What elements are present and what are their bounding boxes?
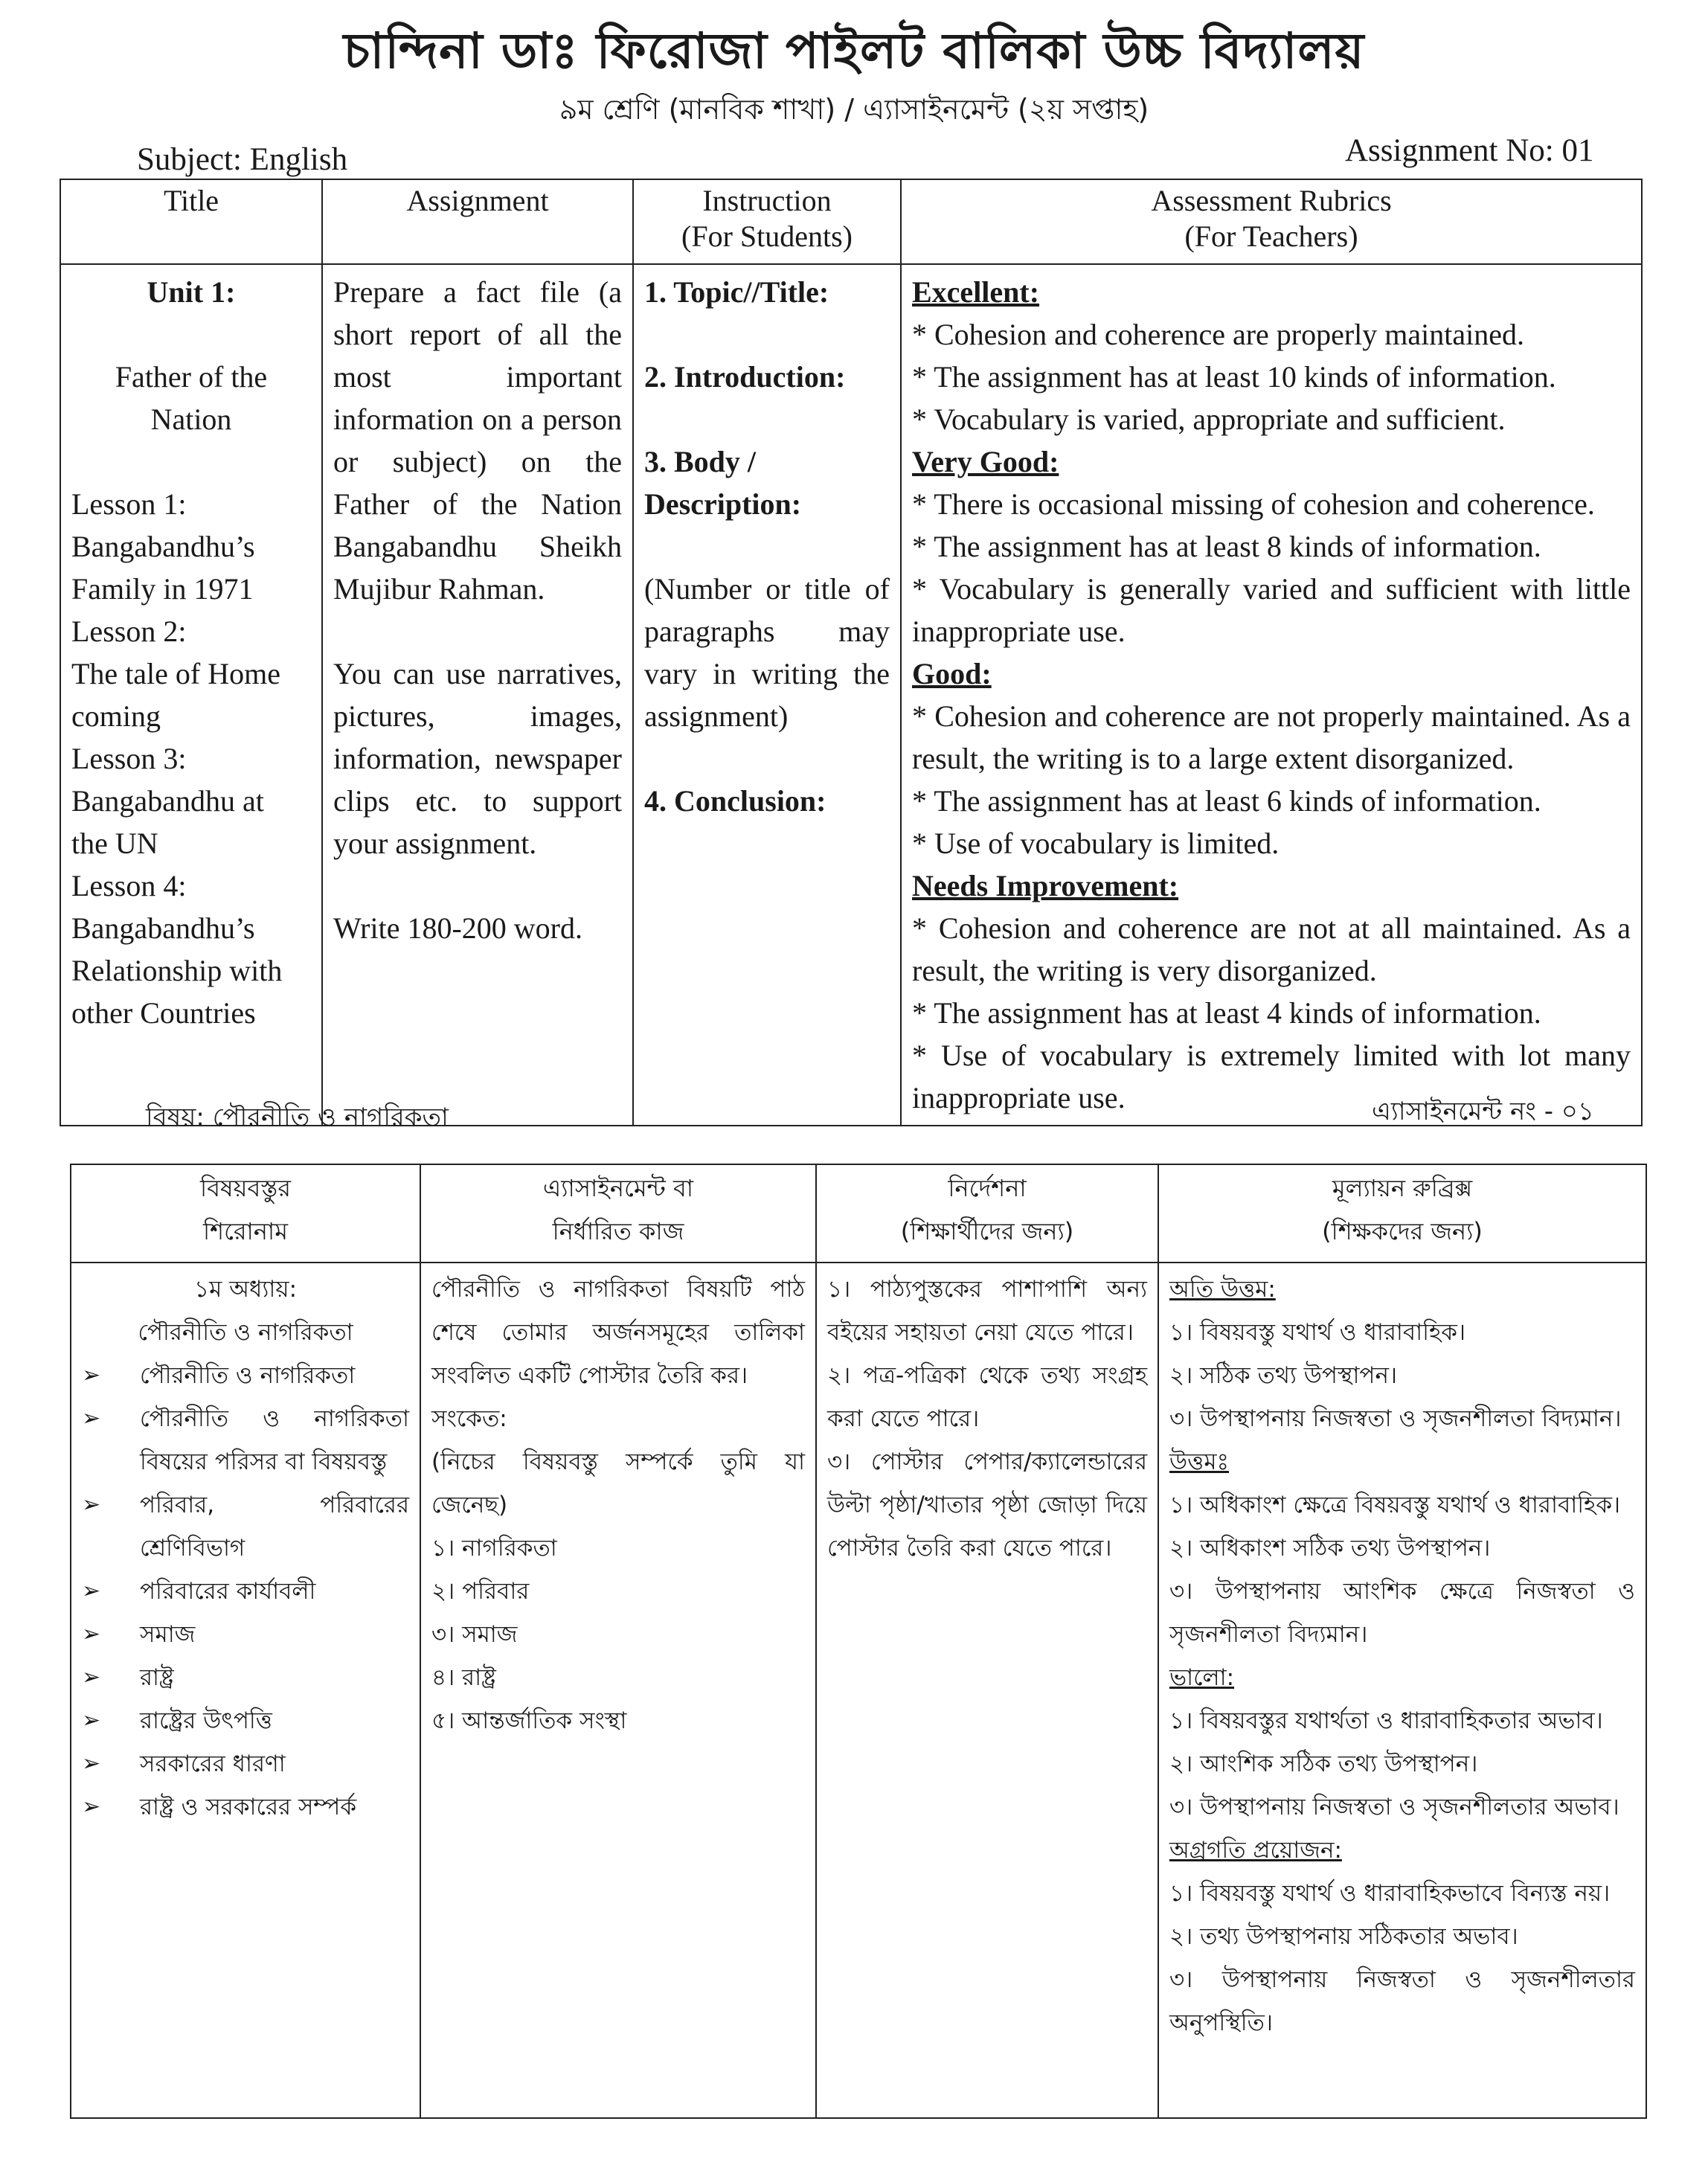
header-instruction-line2: (For Students): [681, 219, 853, 253]
lesson-line: Lesson 4:: [71, 869, 187, 902]
instruction-introduction: 2. Introduction:: [644, 360, 846, 394]
civics-rubric-item: ১। বিষয়বস্তুর যথার্থতা ও ধারাবাহিকতার অভাব।: [1169, 1707, 1603, 1734]
civics-hint-label: সংকেত:: [431, 1405, 507, 1432]
topic-bullet: [82, 1483, 409, 1570]
assignment-word-limit: Write 180-200 word.: [333, 911, 582, 945]
arrow-bullet-icon: ➢: [82, 1362, 101, 1388]
rubric-item: * Vocabulary is generally varied and sufficient with little inappropriate use.: [912, 572, 1631, 648]
civics-rubric-very-good-label: উত্তমঃ: [1169, 1449, 1230, 1475]
arrow-bullet-icon: ➢: [82, 1664, 101, 1690]
assignment-cell: [322, 264, 633, 1126]
header-instruction-line1: Instruction: [702, 184, 832, 217]
civics-header-instruction-line2: (শিক্ষার্থীদের জন্য): [900, 1217, 1074, 1245]
instruction-description: Description:: [644, 487, 802, 521]
rubric-item: * Cohesion and coherence are not properly maintained. As a result, the writing is to a large extent disorganized.: [912, 699, 1631, 775]
civics-instruction-item: ১। পাঠ্যপুস্তকের পাশাপাশি অন্য বইয়ের সহায়তা নেয়া যেতে পারে।: [827, 1276, 1147, 1346]
rubric-excellent-label: Excellent:: [912, 275, 1040, 309]
civics-instruction-cell: [816, 1263, 1158, 2118]
topic-bullet: [82, 1570, 409, 1613]
header-instruction: [633, 179, 901, 264]
civics-rubric-item: ২। তথ্য উপস্থাপনায় সঠিকতার অভাব।: [1169, 1923, 1518, 1950]
lesson-line: Bangabandhu’s: [71, 530, 255, 563]
civics-instruction-item: ২। পত্র-পত্রিকা থেকে তথ্য সংগ্রহ করা যেতে পারে।: [827, 1362, 1147, 1432]
arrow-bullet-icon: ➢: [82, 1794, 101, 1820]
civics-rubrics-cell: [1158, 1263, 1646, 2118]
english-assignment-table: [60, 179, 1643, 1126]
rubric-very-good-label: Very Good:: [912, 445, 1059, 478]
civics-rubric-good-label: ভালো:: [1169, 1664, 1235, 1691]
english-subject-label: Subject: English: [137, 142, 348, 177]
civics-header-title-line2: শিরোনাম: [203, 1217, 288, 1245]
civics-rubric-needs-improvement-label: অগ্রগতি প্রয়োজন:: [1169, 1837, 1342, 1864]
instruction-conclusion: 4. Conclusion:: [644, 784, 826, 818]
civics-hint-item: ৫। আন্তর্জাতিক সংস্থা: [431, 1707, 627, 1734]
civics-body-row: [71, 1263, 1646, 2118]
rubrics-cell: [901, 264, 1642, 1126]
civics-hint-item: ১। নাগরিকতা: [431, 1535, 557, 1562]
arrow-bullet-icon: ➢: [82, 1405, 101, 1431]
chapter-name: পৌরনীতি ও নাগরিকতা: [138, 1319, 353, 1346]
topic-text: পরিবারের কার্যাবলী: [140, 1578, 316, 1605]
english-header-row: [60, 179, 1642, 264]
topic-text: পৌরনীতি ও নাগরিকতা: [140, 1362, 356, 1389]
rubric-needs-improvement-label: Needs Improvement:: [912, 869, 1179, 902]
topic-text: সমাজ: [140, 1621, 196, 1648]
english-assignment-number: Assignment No: 01: [1345, 133, 1594, 168]
lesson-line: coming: [71, 699, 161, 733]
instruction-note: (Number or title of paragraphs may vary in writing the assignment): [644, 572, 890, 733]
lesson-line: other Countries: [71, 996, 256, 1030]
civics-assignment-table: [70, 1164, 1647, 2119]
civics-instruction-item: ৩। পোস্টার পেপার/ক্যালেন্ডারের উল্টা পৃষ্ঠা/খাতার পৃষ্ঠা জোড়া দিয়ে পোস্টার তৈরি করা যেতে পারে।: [827, 1449, 1147, 1562]
civics-header-instruction: [816, 1164, 1158, 1263]
rubric-item: * Cohesion and coherence are properly maintained.: [912, 318, 1525, 351]
header-rubrics: [901, 179, 1642, 264]
arrow-bullet-icon: ➢: [82, 1751, 101, 1777]
arrow-bullet-icon: ➢: [82, 1707, 101, 1733]
assignment-support-note: You can use narratives, pictures, images, information, newspaper clips etc. to support your assignment.: [333, 657, 622, 860]
civics-header-title-line1: বিষয়বস্তুর: [200, 1174, 291, 1202]
civics-rubric-item: ৩। উপস্থাপনায় আংশিক ক্ষেত্রে নিজস্বতা ও সৃজনশীলতা বিদ্যমান।: [1169, 1578, 1635, 1648]
civics-header-row: [71, 1164, 1646, 1263]
civics-header-rubrics-line2: (শিক্ষকদের জন্য): [1322, 1217, 1483, 1245]
civics-title-cell: [71, 1263, 420, 2118]
civics-hint-item: ২। পরিবার: [431, 1578, 530, 1605]
header-rubrics-line2: (For Teachers): [1184, 219, 1358, 253]
civics-assignment-number: এ্যাসাইনমেন্ট নং - ০১: [1372, 1097, 1594, 1126]
lesson-line: Lesson 2:: [71, 615, 187, 648]
rubric-item: * Cohesion and coherence are not at all maintained. As a result, the writing is very disorganized.: [912, 911, 1631, 987]
civics-header-rubrics: [1158, 1164, 1646, 1263]
english-body-row: [60, 264, 1642, 1126]
civics-hint-note: (নিচের বিষয়বস্তু সম্পর্কে তুমি যা জেনেছ): [431, 1449, 805, 1518]
instruction-topic: 1. Topic//Title:: [644, 275, 829, 309]
lesson-line: Bangabandhu at: [71, 784, 264, 818]
civics-assignment-task: পৌরনীতি ও নাগরিকতা বিষয়টি পাঠ শেষে তোমার অর্জনসমূহের তালিকা সংবলিত একটি পোস্টার তৈরি কর।: [431, 1276, 805, 1389]
arrow-bullet-icon: ➢: [82, 1578, 101, 1604]
civics-header-instruction-line1: নির্দেশনা: [948, 1174, 1027, 1202]
assignment-task: Prepare a fact file (a short report of all the most important information on a person or subject) on the Father of the Nation Bangabandhu Sheikh Mujibur Rahman.: [333, 275, 622, 606]
civics-header-assignment: [420, 1164, 816, 1263]
lesson-line: Relationship with: [71, 954, 283, 987]
header-rubrics-line1: Assessment Rubrics: [1151, 184, 1392, 217]
topic-text: রাষ্ট্র ও সরকারের সম্পর্ক: [140, 1794, 357, 1820]
civics-subject-label: বিষয়: পৌরনীতি ও নাগরিকতা: [146, 1103, 449, 1132]
rubric-item: * There is occasional missing of cohesion and coherence.: [912, 487, 1595, 521]
rubric-item: * The assignment has at least 10 kinds of information.: [912, 360, 1556, 394]
rubric-item: * The assignment has at least 8 kinds of information.: [912, 530, 1541, 563]
rubric-item: * The assignment has at least 4 kinds of information.: [912, 996, 1541, 1030]
rubric-item: * Use of vocabulary is extremely limited with lot many inappropriate use.: [912, 1039, 1631, 1114]
lesson-line: Lesson 3:: [71, 742, 187, 775]
topic-text: রাষ্ট্রের উৎপত্তি: [140, 1707, 272, 1734]
topic-bullet: [82, 1786, 409, 1829]
topic-text: পরিবার, পরিবারের শ্রেণিবিভাগ: [140, 1492, 409, 1562]
civics-rubric-item: ২। সঠিক তথ্য উপস্থাপন।: [1169, 1362, 1398, 1389]
civics-assignment-cell: [420, 1263, 816, 2118]
civics-rubric-item: ১। অধিকাংশ ক্ষেত্রে বিষয়বস্তু যথার্থ ও ধারাবাহিক।: [1169, 1492, 1621, 1518]
lesson-line: Bangabandhu’s: [71, 911, 255, 945]
civics-rubric-item: ৩। উপস্থাপনায় নিজস্বতা ও সৃজনশীলতা বিদ্যমান।: [1169, 1405, 1622, 1432]
unit-name-line2: Nation: [150, 402, 232, 436]
rubric-item: * The assignment has at least 6 kinds of information.: [912, 784, 1541, 818]
civics-rubric-item: ২। আংশিক সঠিক তথ্য উপস্থাপন।: [1169, 1751, 1478, 1777]
unit-label: Unit 1:: [147, 275, 236, 309]
instruction-body: 3. Body /: [644, 445, 757, 478]
lesson-line: Lesson 1:: [71, 487, 187, 521]
arrow-bullet-icon: ➢: [82, 1492, 101, 1518]
class-assignment-line: ৯ম শ্রেণি (মানবিক শাখা) / এ্যাসাইনমেন্ট (২য় সপ্তাহ): [559, 93, 1149, 126]
instruction-cell: [633, 264, 901, 1126]
civics-rubric-item: ১। বিষয়বস্তু যথার্থ ও ধারাবাহিক।: [1169, 1319, 1466, 1346]
civics-header-rubrics-line1: মূল্যায়ন রুব্রিক্স: [1332, 1174, 1473, 1202]
civics-rubric-excellent-label: অতি উত্তম:: [1169, 1276, 1276, 1303]
school-name: চান্দিনা ডাঃ ফিরোজা পাইলট বালিকা উচ্চ বিদ্যালয়: [343, 22, 1365, 80]
topic-bullet: [82, 1354, 409, 1397]
topic-bullet: [82, 1613, 409, 1656]
topic-text: পৌরনীতি ও নাগরিকতা বিষয়ের পরিসর বা বিষয়বস্তু: [140, 1405, 409, 1475]
civics-hint-item: ৩। সমাজ: [431, 1621, 518, 1648]
lesson-line: the UN: [71, 827, 158, 860]
civics-rubric-item: ২। অধিকাংশ সঠিক তথ্য উপস্থাপন।: [1169, 1535, 1491, 1562]
lesson-line: The tale of Home: [71, 657, 280, 690]
topic-text: সরকারের ধারণা: [140, 1751, 286, 1777]
civics-rubric-item: ১। বিষয়বস্তু যথার্থ ও ধারাবাহিকভাবে বিন্যস্ত নয়।: [1169, 1880, 1611, 1907]
rubric-item: * Vocabulary is varied, appropriate and sufficient.: [912, 402, 1506, 436]
lesson-line: Family in 1971: [71, 572, 254, 606]
civics-hint-item: ৪। রাষ্ট্র: [431, 1664, 496, 1691]
chapter-label: ১ম অধ্যায়:: [193, 1276, 298, 1303]
title-cell: [60, 264, 322, 1126]
topic-bullet: [82, 1656, 409, 1699]
rubric-good-label: Good:: [912, 657, 992, 690]
header-title: Title: [60, 179, 322, 264]
unit-name-line1: Father of the: [115, 360, 268, 394]
civics-rubric-item: ৩। উপস্থাপনায় নিজস্বতা ও সৃজনশীলতার অভাব।: [1169, 1794, 1619, 1820]
civics-header-title: [71, 1164, 420, 1263]
topic-text: রাষ্ট্র: [140, 1664, 174, 1691]
arrow-bullet-icon: ➢: [82, 1621, 101, 1647]
topic-bullet: [82, 1699, 409, 1742]
topic-bullet: [82, 1397, 409, 1483]
civics-rubric-item: ৩। উপস্থাপনায় নিজস্বতা ও সৃজনশীলতার অনুপস্থিতি।: [1169, 1966, 1635, 2036]
rubric-item: * Use of vocabulary is limited.: [912, 827, 1280, 860]
header-assignment: Assignment: [322, 179, 633, 264]
topic-bullet: [82, 1742, 409, 1786]
civics-header-assignment-line1: এ্যাসাইনমেন্ট বা: [542, 1174, 694, 1202]
civics-header-assignment-line2: নির্ধারিত কাজ: [552, 1217, 684, 1245]
